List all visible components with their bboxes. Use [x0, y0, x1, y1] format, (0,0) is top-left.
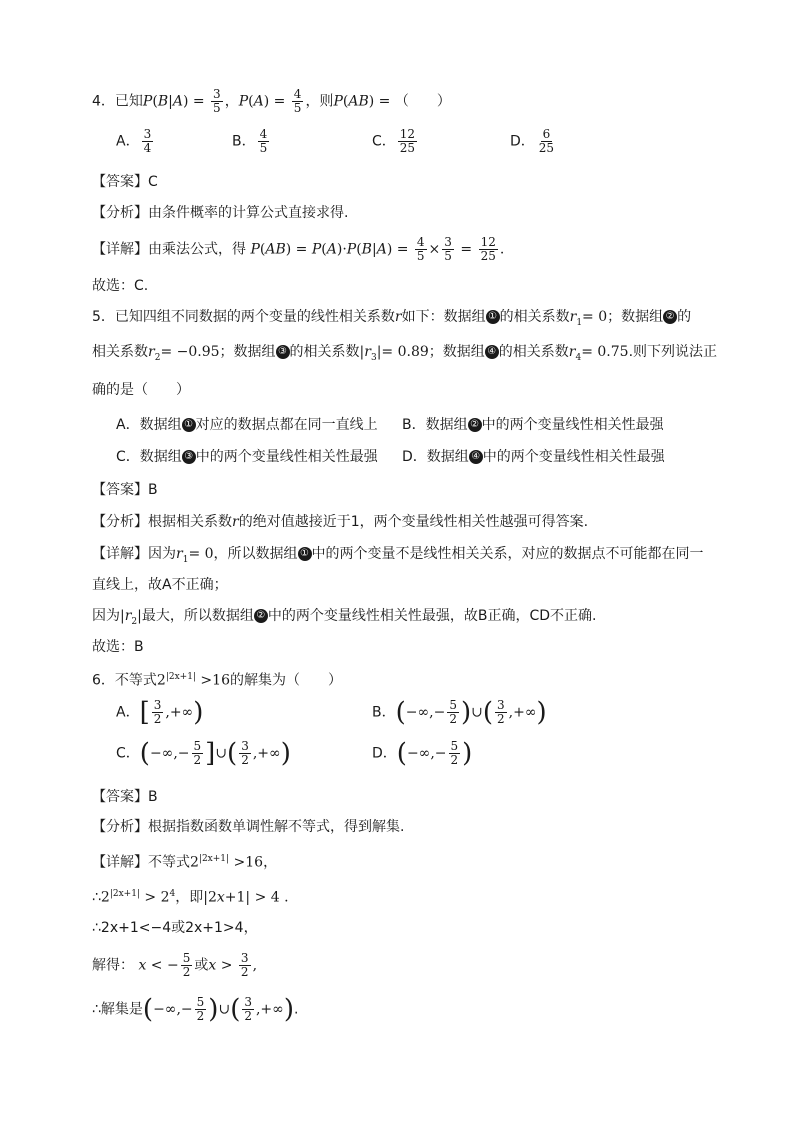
fraction: $\frac{4}{5}$ [259, 127, 268, 155]
q6-step2 [92, 918, 258, 938]
detail-text: 中的两个变量不是线性相关关系，对应的数据点不可能都在同一 [311, 546, 704, 562]
stem-text: 的相关系数 [498, 344, 569, 360]
stem-text: 的解集为（ ） [229, 672, 342, 689]
option-text: 中的两个变量线性相关性最强 [482, 449, 665, 465]
option-letter: A． [116, 704, 140, 721]
option-letter: D． [372, 745, 397, 762]
stem-text: .则下列说法正 [628, 344, 718, 360]
q4-option-c [372, 128, 419, 155]
option-text: C．数据组 [116, 449, 182, 465]
q6-option-a: A．[ $\frac{3}{2}$ ,+∞) [116, 697, 204, 728]
circled-1-icon: ① [182, 418, 196, 432]
stem-text: 的 [677, 309, 692, 325]
q6-step3: 解得： x < − $\frac{5}{2}$ 或x > $\frac{3}{2}$ , [92, 951, 258, 979]
q6-option-c: C．(−∞,− $\frac{5}{2}$ ]∪( $\frac{3}{2}$ ,+∞) [116, 738, 291, 769]
option-text: B．数据组 [402, 417, 468, 433]
q5-stem-line1: 5．已知四组不同数据的两个变量的线性相关系数r如下：数据组 ① 的相关系数$r_1= 0$；数据组 ② 的 [92, 309, 692, 328]
option-letter: D． [510, 133, 535, 150]
detail-tag: 【详解】 [92, 546, 148, 562]
stem-text: ；数据组 [428, 344, 485, 360]
fraction: $\frac{5}{2}$ [193, 739, 202, 767]
stem-text: 相关系数 [92, 344, 148, 360]
option-letter: B． [232, 133, 256, 150]
option-letter: A． [116, 133, 140, 150]
q6-step1: $\therefore 2^{|2x+1|} > 2^4$，即|2x+1| > 4 . [92, 889, 289, 906]
q6-step4: ∴解集是(−∞,− $\frac{5}{2}$ )∪( $\frac{3}{2}$ ,+∞). [92, 994, 299, 1025]
q4-analysis [92, 203, 348, 223]
circled-2-icon: ② [254, 609, 268, 623]
circled-1-icon: ① [486, 310, 500, 324]
q6-stem: 6．不等式$2^{|2x+1|} >16$的解集为（ ） [92, 672, 342, 689]
circled-3-icon: ③ [182, 450, 196, 464]
q5-option-b [402, 414, 664, 434]
step-text: ∴解集是 [92, 1001, 143, 1018]
circled-4-icon: ④ [469, 450, 483, 464]
fraction: $\frac{12}{25}$ [399, 127, 416, 155]
option-letter: B． [372, 704, 396, 721]
fraction: $\frac{5}{2}$ [450, 739, 459, 767]
step-text: 或 [194, 957, 209, 974]
q6-answer [92, 787, 158, 807]
r2-value: = −0.95 [160, 344, 220, 360]
circled-2-icon: ② [468, 418, 482, 432]
fraction: $\frac{4}{5}$ [293, 87, 302, 115]
circled-2-icon: ② [663, 310, 677, 324]
fraction: $\frac{3}{2}$ [244, 995, 252, 1023]
detail-text: 因为 [148, 546, 176, 562]
q4-option-d [510, 128, 558, 155]
detail-text: 不等式 [148, 854, 190, 871]
fraction: $\frac{5}{2}$ [449, 698, 457, 726]
analysis-text: 的绝对值越接近于1，两个变量线性相关性越强可得答案. [238, 514, 589, 530]
q4-choose [92, 276, 148, 296]
answer-value: B [148, 482, 158, 498]
stem-text: 如下：数据组 [401, 309, 486, 325]
step-text: . [293, 1001, 299, 1018]
q5-detail-line3: 因为$|r_2|$最大，所以数据组 ② 中的两个变量线性相关性最强，故B正确，CD不正确. [92, 608, 597, 627]
detail-tag: 【详解】 [92, 241, 148, 258]
stem-text: 6．不等式 [92, 672, 157, 689]
answer-tag: 【答案】 [92, 482, 148, 498]
analysis-tag: 【分析】 [92, 205, 148, 221]
stem-text: ；数据组 [607, 309, 664, 325]
q5-option-a [116, 414, 378, 434]
option-letter: C． [372, 133, 396, 150]
q4-option-a [116, 128, 155, 155]
detail-text: 直线上，故A不正确； [92, 577, 228, 593]
answer-tag: 【答案】 [92, 174, 148, 190]
r3-value: = 0.89 [381, 344, 429, 360]
answer-tag: 【答案】 [92, 789, 148, 805]
answer-value: B [148, 789, 158, 805]
stem-text: 5．已知四组不同数据的两个变量的线性相关系数 [92, 309, 395, 325]
answer-value: C [148, 174, 158, 190]
fraction: $\frac{3}{5}$ [444, 235, 452, 263]
q5-detail-line1: 【详解】因为$r_1= 0$，所以数据组 ① 中的两个变量不是线性相关关系，对应的数据点不可能都在同一 [92, 546, 704, 565]
q4-stem: 4．已知P(B|A) = $\frac{3}{5}$ ，P(A) = $\frac{4}{5}$ ，则P(AB) = （ ） [92, 87, 451, 115]
q5-answer [92, 480, 158, 500]
detail-text: 最大，所以数据组 [141, 608, 254, 624]
stem-text: 的相关系数 [289, 344, 360, 360]
choose-text: 故选：C. [92, 278, 149, 294]
fraction: $\frac{3}{2}$ [497, 698, 505, 726]
fraction: $\frac{3}{2}$ [241, 739, 249, 767]
r1-value: = 0 [188, 546, 214, 562]
detail-text: 因为 [92, 608, 120, 624]
detail-text: 由乘法公式，得 [148, 241, 246, 258]
choose-text: 故选：B [92, 639, 144, 655]
r1-value: = 0 [582, 309, 608, 325]
analysis-text: 由条件概率的计算公式直接求得. [148, 205, 349, 221]
q4-comma: ， [224, 93, 239, 110]
option-text: 中的两个变量线性相关性最强 [481, 417, 664, 433]
option-text: 对应的数据点都在同一直线上 [195, 417, 378, 433]
fraction: $\frac{5}{2}$ [182, 951, 191, 979]
q5-analysis: 【分析】根据相关系数r的绝对值越接近于1，两个变量线性相关性越强可得答案. [92, 514, 589, 530]
circled-4-icon: ④ [485, 345, 499, 359]
option-text: 中的两个变量线性相关性最强 [195, 449, 378, 465]
step-text: ，即 [175, 889, 204, 906]
fraction: $\frac{6}{25}$ [538, 127, 555, 155]
stem-text: ；数据组 [219, 344, 276, 360]
detail-text: ， [263, 854, 278, 871]
fraction: $\frac{3}{5}$ [213, 87, 221, 115]
q5-stem-line3 [92, 380, 190, 400]
stem-text: 确的是（ ） [92, 382, 190, 398]
q4-stem-prefix: 4．已知 [92, 93, 143, 110]
q4-option-b [232, 128, 271, 155]
detail-text: 中的两个变量线性相关性最强，故B正确，CD不正确. [267, 608, 597, 624]
fraction: $\frac{4}{5}$ [416, 235, 425, 263]
q6-option-b: B．(−∞,− $\frac{5}{2}$ )∪( $\frac{3}{2}$ ,+∞) [372, 697, 547, 728]
q6-detail: 【详解】不等式$2^{|2x+1|} >16$， [92, 854, 278, 871]
q5-detail-line2 [92, 575, 228, 595]
q4-answer [92, 172, 158, 192]
analysis-tag: 【分析】 [92, 514, 148, 530]
q5-option-c [116, 446, 378, 466]
fraction: $\frac{3}{2}$ [153, 698, 162, 726]
q5-option-d [402, 446, 665, 466]
option-letter: C． [116, 745, 140, 762]
circled-1-icon: ① [298, 547, 312, 561]
q6-analysis [92, 817, 404, 837]
q4-then: ，则 [305, 93, 334, 110]
analysis-text: 根据相关系数 [148, 514, 232, 530]
r4-value: = 0.75 [581, 344, 629, 360]
step-text: ∴2x+1<−4或2x+1>4， [92, 920, 258, 936]
fraction: $\frac{12}{25}$ [480, 235, 496, 263]
q5-stem-line2: 相关系数$r_2= -0.95$；数据组 ③ 的相关系数$|r_3|= 0.89$；数据组 ④ 的相关系数$r_4= 0.75$.则下列说法正 [92, 344, 718, 363]
detail-text: ，所以数据组 [213, 546, 298, 562]
fraction: $\frac{5}{2}$ [196, 995, 205, 1023]
step-text: 解得： [92, 957, 134, 974]
circled-3-icon: ③ [276, 345, 290, 359]
detail-tag: 【详解】 [92, 854, 148, 871]
q6-option-d: D．(−∞,− $\frac{5}{2}$ ) [372, 738, 473, 769]
fraction: $\frac{3}{4}$ [143, 127, 152, 155]
q4-blank: （ ） [394, 93, 451, 110]
step-text: ∴ [92, 889, 101, 906]
q5-choose [92, 637, 144, 657]
stem-text: 的相关系数 [499, 309, 570, 325]
analysis-text: 根据指数函数单调性解不等式，得到解集. [148, 819, 405, 835]
analysis-tag: 【分析】 [92, 819, 148, 835]
q4-detail: 【详解】由乘法公式，得 P(AB) = P(A)·P(B|A) = $\frac{4}{5}$ × $\frac{3}{5}$ = $\frac{12}{25}$ . [92, 235, 505, 263]
option-text: A．数据组 [116, 417, 182, 433]
fraction: $\frac{3}{2}$ [240, 951, 249, 979]
option-text: D．数据组 [402, 449, 469, 465]
